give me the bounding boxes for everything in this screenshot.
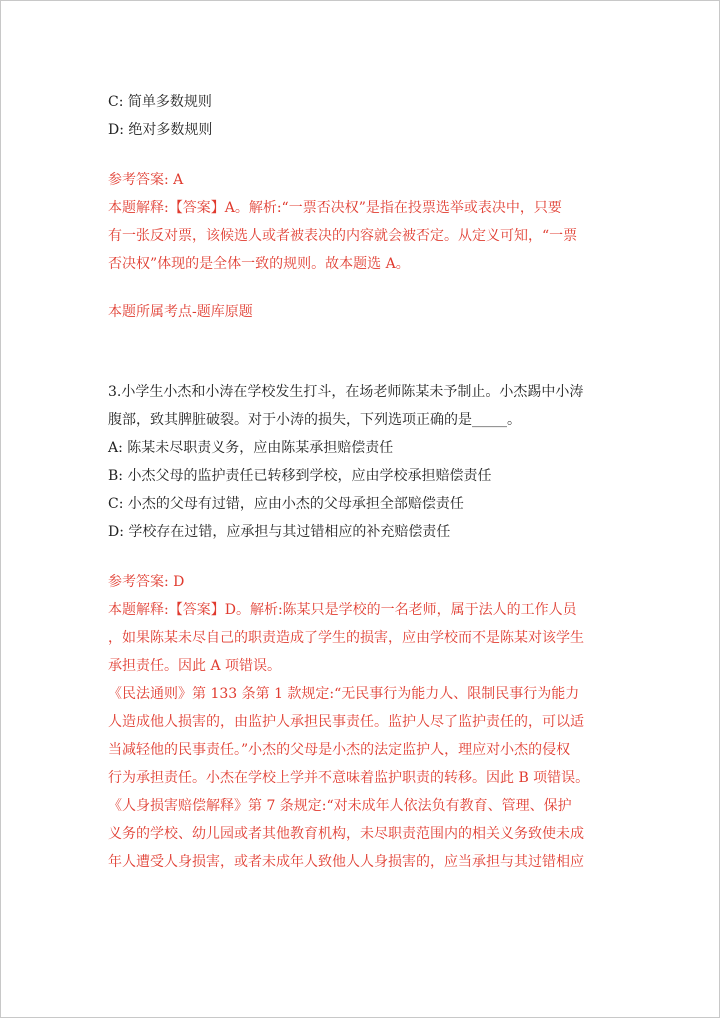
explanation-line: 本题解释:【答案】D。解析:陈某只是学校的一名老师，属于法人的工作人员 (108, 602, 577, 618)
explanation-line: 年人遭受人身损害，或者未成年人致他人人身损害的，应当承担与其过错相应 (108, 854, 584, 870)
knowledge-point-source: 本题所属考点-题库原题 (108, 304, 253, 320)
explanation-line: 否决权”体现的是全体一致的规则。故本题选 A。 (108, 256, 410, 272)
reference-answer: 参考答案: D (108, 574, 185, 590)
explanation-line: 当减轻他的民事责任。”小杰的父母是小杰的法定监护人，理应对小杰的侵权 (108, 742, 571, 758)
explanation-line: 行为承担责任。小杰在学校上学并不意味着监护职责的转移。因此 B 项错误。 (108, 770, 590, 786)
explanation-line: 《民法通则》第 133 条第 1 款规定:“无民事行为能力人、限制民事行为能力 (108, 686, 580, 702)
document-body (108, 88, 618, 876)
option-a: A: 陈某未尽职责义务，应由陈某承担赔偿责任 (108, 440, 394, 456)
explanation-line: 《人身损害赔偿解释》第 7 条规定:“对未成年人依法负有教育、管理、保护 (108, 798, 572, 814)
explanation-line: 本题解释:【答案】A。解析:“一票否决权”是指在投票选举或表决中，只要 (108, 200, 562, 216)
option-c: C: 简单多数规则 (108, 94, 212, 110)
option-c: C: 小杰的父母有过错，应由小杰的父母承担全部赔偿责任 (108, 496, 464, 512)
option-b: B: 小杰父母的监护责任已转移到学校，应由学校承担赔偿责任 (108, 468, 492, 484)
reference-answer: 参考答案: A (108, 172, 184, 188)
explanation-line: 义务的学校、幼儿园或者其他教育机构，未尽职责范围内的相关义务致使未成 (108, 826, 584, 842)
explanation-line: ，如果陈某未尽自己的职责造成了学生的损害，应由学校而不是陈某对该学生 (108, 630, 584, 646)
question-stem-line: 腹部，致其脾脏破裂。对于小涛的损失，下列选项正确的是_____。 (108, 412, 521, 428)
explanation-line: 人造成他人损害的，由监护人承担民事责任。监护人尽了监护责任的，可以适 (108, 714, 584, 730)
explanation-line: 有一张反对票，该候选人或者被表决的内容就会被否定。从定义可知，“一票 (108, 228, 578, 244)
explanation-line: 承担责任。因此 A 项错误。 (108, 658, 282, 674)
option-d: D: 绝对多数规则 (108, 122, 213, 138)
option-d: D: 学校存在过错，应承担与其过错相应的补充赔偿责任 (108, 524, 451, 540)
question-stem-line: 3.小学生小杰和小涛在学校发生打斗，在场老师陈某未予制止。小杰踢中小涛 (108, 384, 584, 400)
